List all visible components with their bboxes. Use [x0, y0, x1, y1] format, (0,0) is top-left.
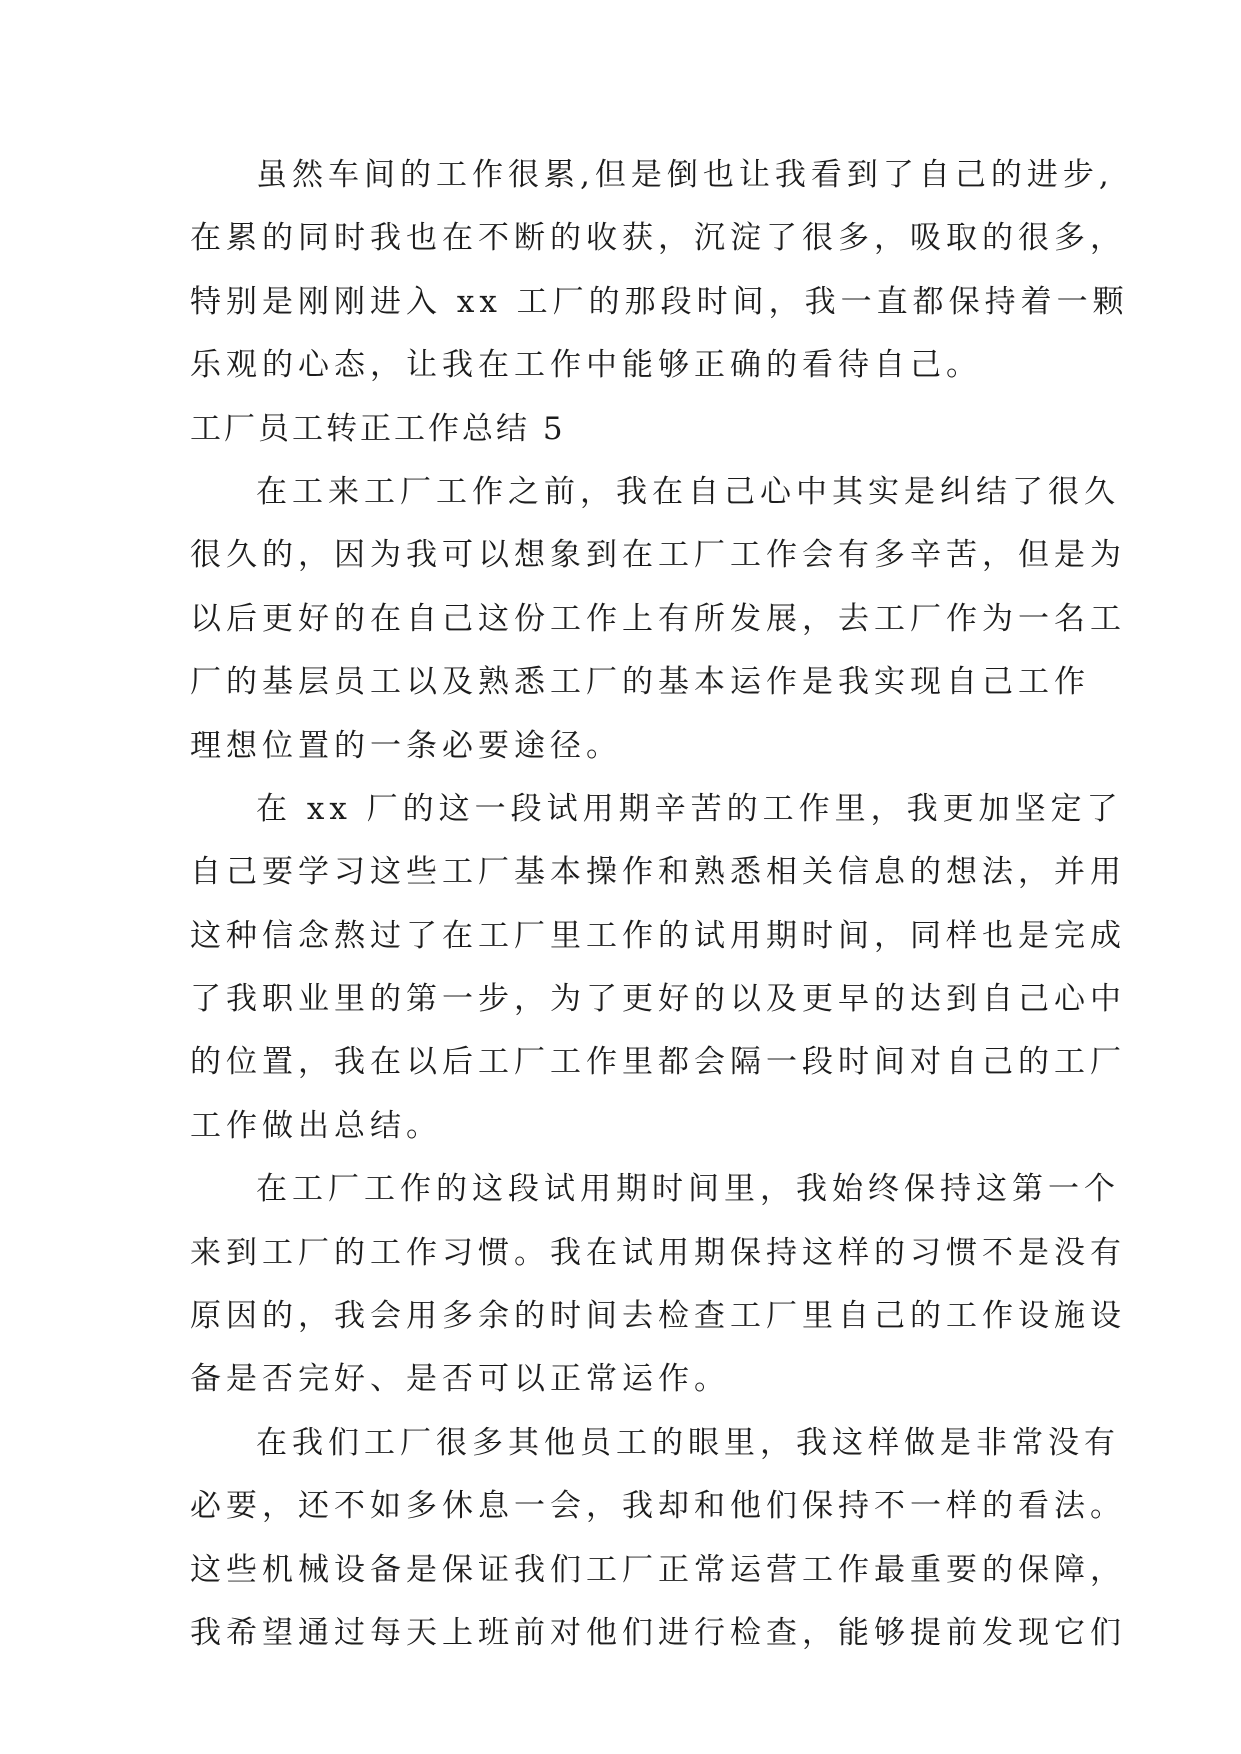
text-line: 备是否完好、是否可以正常运作。: [190, 1361, 730, 1398]
text-line: 来到工厂的工作习惯。我在试用期保持这样的习惯不是没有: [190, 1234, 1126, 1271]
text-line: 原因的，我会用多余的时间去检查工厂里自己的工作设施设: [190, 1298, 1126, 1335]
document-body: [190, 153, 1129, 1674]
text-line: 必要，还不如多休息一会，我却和他们保持不一样的看法。: [190, 1488, 1126, 1525]
text-line: 理想位置的一条必要途径。: [190, 727, 622, 764]
text-line: 这些机械设备是保证我们工厂正常运营工作最重要的保障，: [190, 1551, 1126, 1588]
text-line: 这种信念熬过了在工厂里工作的试用期时间，同样也是完成: [190, 917, 1126, 954]
text-line: 以后更好的在自己这份工作上有所发展，去工厂作为一名工: [190, 600, 1126, 637]
text-line: 在工来工厂工作之前，我在自己心中其实是纠结了很久: [256, 473, 1120, 510]
text-line: 工作做出总结。: [190, 1107, 442, 1144]
text-line: 了我职业里的第一步，为了更好的以及更早的达到自己心中: [190, 981, 1126, 1018]
text-line: 我希望通过每天上班前对他们进行检查，能够提前发现它们: [190, 1614, 1126, 1651]
text-line: 在工厂工作的这段试用期时间里，我始终保持这第一个: [256, 1171, 1120, 1208]
text-line: 的位置，我在以后工厂工作里都会隔一段时间对自己的工厂: [190, 1044, 1126, 1081]
text-line: 厂的基层员工以及熟悉工厂的基本运作是我实现自己工作: [190, 664, 1090, 701]
text-line: 虽然车间的工作很累,但是倒也让我看到了自己的进步,: [256, 157, 1114, 193]
text-line: 很久的，因为我可以想象到在工厂工作会有多辛苦，但是为: [190, 537, 1126, 574]
text-line: 特别是刚刚进入 xx 工厂的那段时间，我一直都保持着一颗: [190, 283, 1129, 320]
section-heading: 工厂员工转正工作总结 5: [190, 410, 566, 447]
text-line: 在我们工厂很多其他员工的眼里，我这样做是非常没有: [256, 1424, 1120, 1461]
text-line: 在累的同时我也在不断的收获，沉淀了很多，吸取的很多，: [190, 220, 1126, 257]
text-line: 自己要学习这些工厂基本操作和熟悉相关信息的想法，并用: [190, 854, 1126, 891]
text-line: 乐观的心态，让我在工作中能够正确的看待自己。: [190, 347, 982, 384]
text-line: 在 xx 厂的这一段试用期辛苦的工作里，我更加坚定了: [256, 790, 1123, 827]
